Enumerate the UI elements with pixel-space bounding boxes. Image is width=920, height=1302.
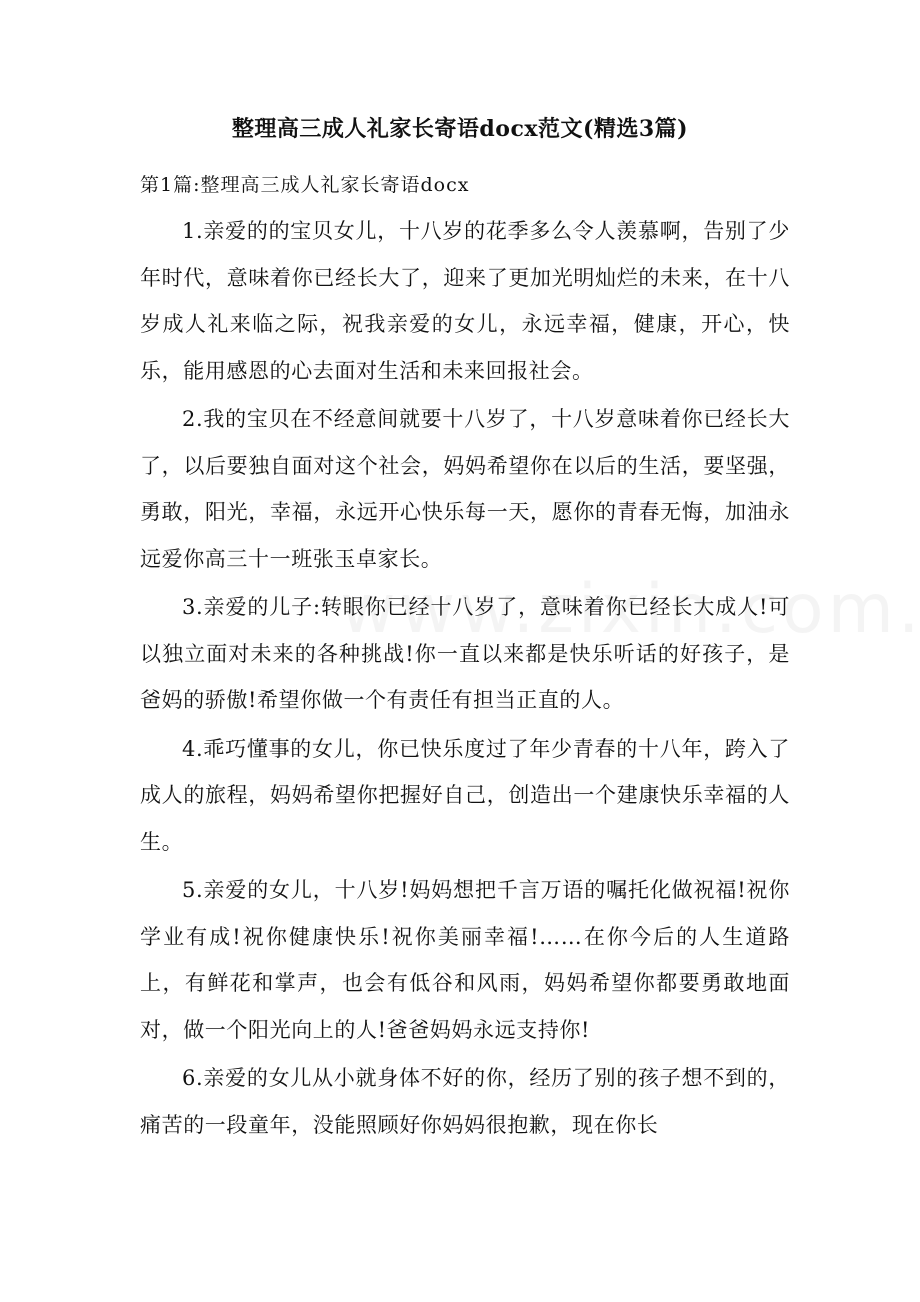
document-title: 整理高三成人礼家长寄语docx范文(精选3篇) bbox=[231, 116, 689, 142]
paragraph: 4.乖巧懂事的女儿，你已快乐度过了年少青春的十八年，跨入了成人的旅程，妈妈希望你把握好自己，创造出一个建康快乐幸福的人生。 bbox=[140, 736, 790, 854]
paragraph: 3.亲爱的儿子:转眼你已经十八岁了，意味着你已经长大成人!可以独立面对未来的各种挑战!你一直以来都是快乐听话的好孩子，是爸妈的骄傲!希望你做一个有责任有担当正直的人。 bbox=[140, 595, 790, 712]
paragraph: 5.亲爱的女儿，十八岁!妈妈想把千言万语的嘱托化做祝福!祝你学业有成!祝你健康快乐!祝你美丽幸福!……在你今后的人生道路上，有鲜花和掌声，也会有低谷和风雨，妈妈希望你都要勇敢地面对，做一个阳光向上的人!爸爸妈妈永远支持你! bbox=[140, 878, 790, 1042]
paragraph: 1.亲爱的的宝贝女儿，十八岁的花季多么令人羡慕啊，告别了少年时代，意味着你已经长大了，迎来了更加光明灿烂的未来，在十八岁成人礼来临之际，祝我亲爱的女儿，永远幸福，健康，开心，快乐，能用感恩的心去面对生活和未来回报社会。 bbox=[140, 219, 790, 383]
document-body bbox=[140, 208, 790, 1148]
paragraph: 6.亲爱的女儿从小就身体不好的你，经历了别的孩子想不到的，痛苦的一段童年，没能照顾好你妈妈很抱歉，现在你长 bbox=[140, 1066, 790, 1137]
paragraph: 2.我的宝贝在不经意间就要十八岁了，十八岁意味着你已经长大了，以后要独自面对这个社会，妈妈希望你在以后的生活，要坚强，勇敢，阳光，幸福，永远开心快乐每一天，愿你的青春无悔，加油永远爱你高三十一班张玉卓家长。 bbox=[140, 407, 790, 571]
section-heading: 第1篇:整理高三成人礼家长寄语docx bbox=[140, 174, 470, 196]
